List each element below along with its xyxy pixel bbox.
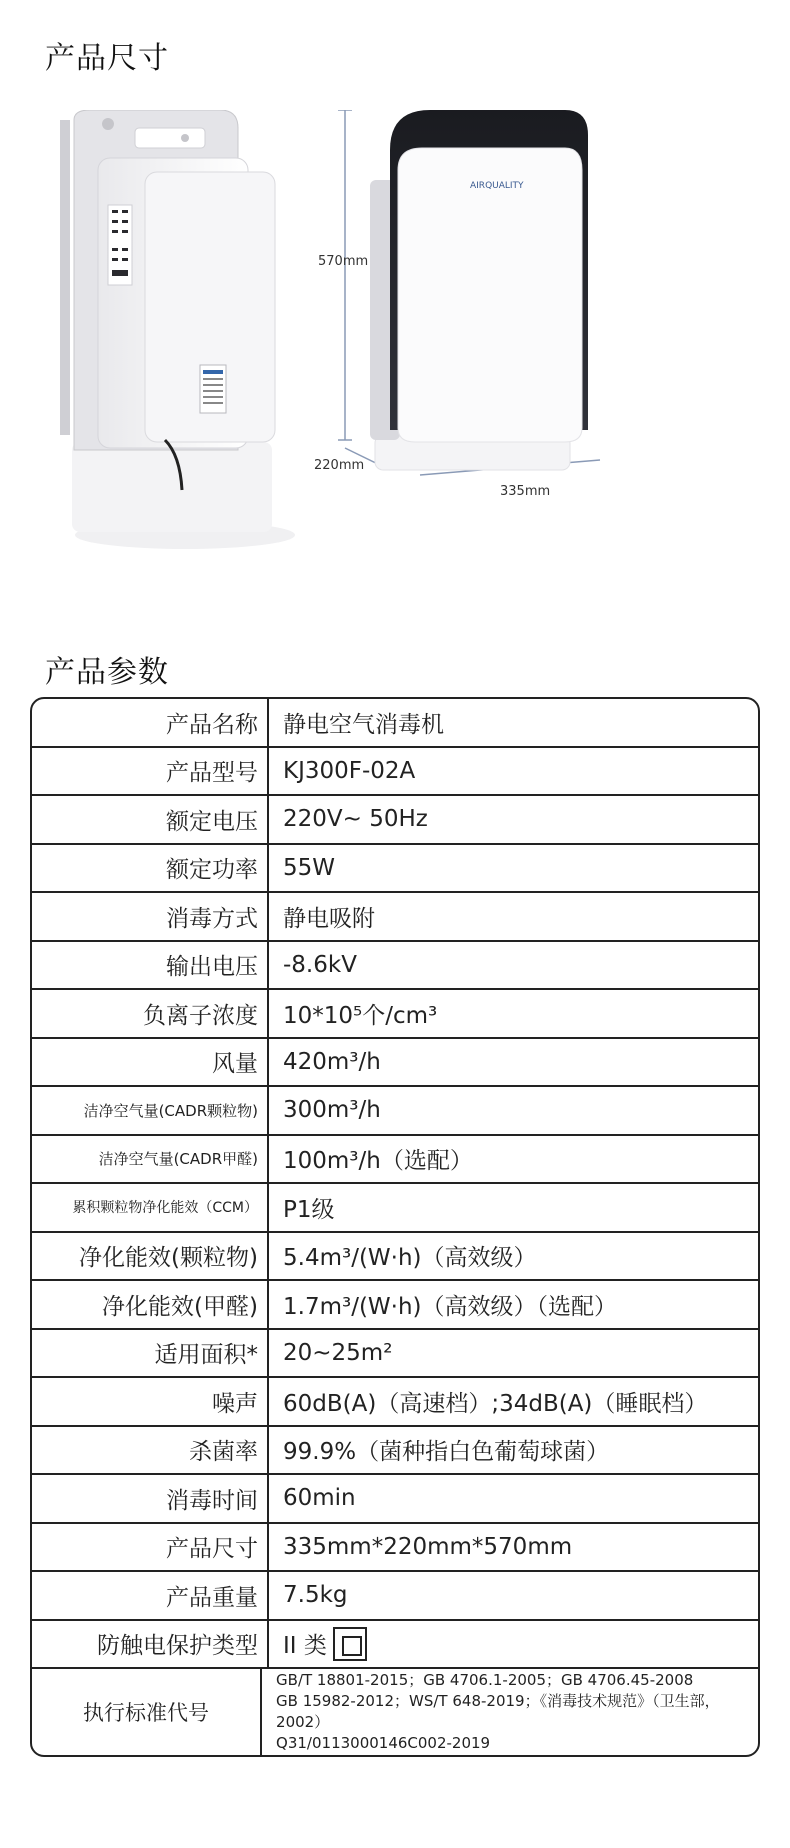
param-label: 产品重量: [32, 1572, 269, 1619]
standards-line: GB/T 18801-2015；GB 4706.1-2005；GB 4706.45-2008: [276, 1671, 694, 1689]
param-value: 20~25m²: [283, 1339, 393, 1366]
table-row: [32, 1134, 758, 1183]
param-label: 产品尺寸: [32, 1524, 269, 1571]
param-value: -8.6kV: [283, 951, 357, 978]
param-value: 静电空气消毒机: [283, 711, 444, 738]
table-row: [32, 1085, 758, 1134]
table-row: [32, 1425, 758, 1474]
param-value: 220V~ 50Hz: [283, 806, 428, 833]
param-value: 100m³/h（选配）: [283, 1148, 473, 1175]
table-row: [32, 1619, 758, 1668]
param-value: 7.5kg: [283, 1582, 348, 1609]
param-value: 10*10⁵个/cm³: [283, 1002, 438, 1029]
table-row-standards: [32, 1667, 758, 1755]
standards-list: [262, 1669, 758, 1755]
param-label: 输出电压: [32, 942, 269, 989]
table-row: [32, 940, 758, 989]
section-title-params: 产品参数: [45, 655, 169, 690]
table-row: [32, 1231, 758, 1280]
product-figure: [60, 110, 750, 600]
param-value: 1.7m³/(W·h)（高效级）（选配）: [283, 1293, 618, 1320]
params-table: [30, 697, 760, 1757]
param-label: 累积颗粒物净化能效（CCM）: [32, 1184, 269, 1231]
standards-line: Q31/0113000146C002-2019: [276, 1734, 491, 1752]
param-value: 55W: [283, 854, 336, 881]
param-label: 洁净空气量(CADR颗粒物): [32, 1087, 269, 1134]
table-row: [32, 746, 758, 795]
param-value: 335mm*220mm*570mm: [283, 1533, 573, 1560]
product-illustration: [60, 110, 750, 600]
table-row: [32, 1376, 758, 1425]
brand-mark: AIRQUALITY: [470, 181, 524, 191]
param-value: 420m³/h: [283, 1048, 381, 1075]
front-view: [370, 110, 588, 470]
param-value: KJ300F-02A: [283, 757, 416, 784]
table-row: [32, 1037, 758, 1086]
param-value: 60dB(A)（高速档）;34dB(A)（睡眠档）: [283, 1390, 708, 1417]
param-label: 防触电保护类型: [32, 1621, 269, 1668]
param-label: 适用面积*: [32, 1330, 269, 1377]
param-label: 净化能效(甲醛): [32, 1281, 269, 1328]
param-value: 300m³/h: [283, 1097, 381, 1124]
param-label: 执行标准代号: [32, 1669, 262, 1755]
param-label: 噪声: [32, 1378, 269, 1425]
table-row: [32, 891, 758, 940]
param-label: 风量: [32, 1039, 269, 1086]
table-row: [32, 1182, 758, 1231]
section-title-dimensions: 产品尺寸: [45, 41, 169, 76]
param-value-row: [269, 1621, 758, 1668]
param-label: 消毒时间: [32, 1475, 269, 1522]
param-value: II 类: [283, 1633, 327, 1660]
param-value: 静电吸附: [283, 905, 375, 932]
table-row: [32, 988, 758, 1037]
param-label: 消毒方式: [32, 893, 269, 940]
table-row: [32, 1279, 758, 1328]
param-value: 99.9%（菌种指白色葡萄球菌）: [283, 1439, 610, 1466]
double-insulation-icon: [333, 1627, 367, 1661]
table-row: [32, 843, 758, 892]
table-row: [32, 1328, 758, 1377]
table-row: [32, 1522, 758, 1571]
param-value: 60min: [283, 1485, 356, 1512]
param-label: 杀菌率: [32, 1427, 269, 1474]
back-view: [60, 110, 295, 549]
param-label: 洁净空气量(CADR甲醛): [32, 1136, 269, 1183]
param-label: 额定电压: [32, 796, 269, 843]
dim-height: 570mm: [318, 254, 369, 269]
table-row: [32, 1473, 758, 1522]
param-value: P1级: [283, 1196, 335, 1223]
dim-width: 335mm: [500, 484, 551, 499]
dim-depth: 220mm: [314, 458, 365, 473]
param-label: 额定功率: [32, 845, 269, 892]
table-row: [32, 1570, 758, 1619]
param-label: 产品型号: [32, 748, 269, 795]
table-row: [32, 794, 758, 843]
param-value: 5.4m³/(W·h)（高效级）: [283, 1245, 537, 1272]
param-label: 产品名称: [32, 699, 269, 746]
standards-line: GB 15982-2012；WS/T 648-2019；《消毒技术规范》（卫生部，2002）: [276, 1692, 720, 1731]
table-row: [32, 699, 758, 746]
param-label: 净化能效(颗粒物): [32, 1233, 269, 1280]
param-label: 负离子浓度: [32, 990, 269, 1037]
